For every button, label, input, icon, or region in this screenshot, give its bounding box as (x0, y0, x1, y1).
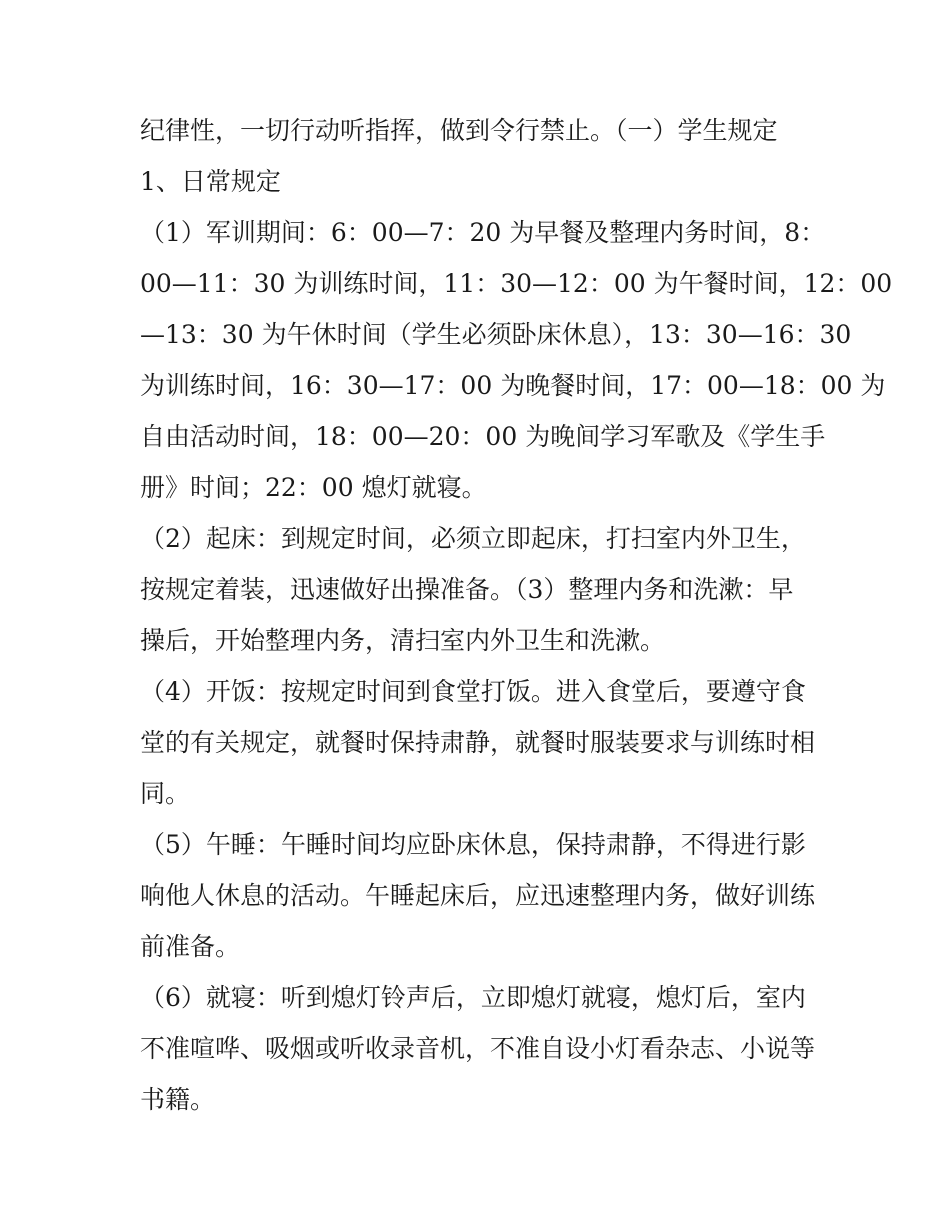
text-line: 堂的有关规定，就餐时保持肃静，就餐时服装要求与训练时相 (140, 728, 816, 757)
text-line: 册》时间；22：00 熄灯就寝。 (140, 473, 487, 502)
text-line: 自由活动时间，18：00—20：00 为晚间学习军歌及《学生手 (140, 422, 826, 451)
text-line: （5）午睡：午睡时间均应卧床休息，保持肃静，不得进行影 (140, 830, 806, 859)
text-line: 为训练时间，16：30—17：00 为晚餐时间，17：00—18：00 为 (140, 371, 886, 400)
text-line: 前准备。 (140, 932, 241, 961)
text-line: —13：30 为午休时间（学生必须卧床休息），13：30—16：30 (140, 320, 852, 349)
text-line: 00—11：30 为训练时间，11：30—12：00 为午餐时间，12：00 (140, 269, 893, 298)
text-line: 按规定着装，迅速做好出操准备。（3）整理内务和洗漱：早 (140, 575, 794, 604)
text-line: 不准喧哗、吸烟或听收录音机，不准自设小灯看杂志、小说等 (140, 1034, 816, 1063)
text-line: （2）起床：到规定时间，必须立即起床，打扫室内外卫生， (140, 524, 806, 553)
text-line: 书籍。 (140, 1085, 216, 1114)
text-line: 响他人休息的活动。午睡起床后，应迅速整理内务，做好训练 (140, 881, 816, 910)
text-line: 操后，开始整理内务，清扫室内外卫生和洗漱。 (140, 626, 666, 655)
document-page (140, 105, 893, 1125)
text-line: （6）就寝：听到熄灯铃声后，立即熄灯就寝，熄灯后，室内 (140, 983, 806, 1012)
text-line: 同。 (140, 779, 191, 808)
text-line: 纪律性，一切行动听指挥，做到令行禁止。（一）学生规定 (140, 116, 778, 145)
text-line: （1）军训期间：6：00—7：20 为早餐及整理内务时间，8： (140, 218, 826, 247)
section-heading: 1、日常规定 (140, 167, 281, 196)
text-line: （4）开饭：按规定时间到食堂打饭。进入食堂后，要遵守食 (140, 677, 806, 706)
